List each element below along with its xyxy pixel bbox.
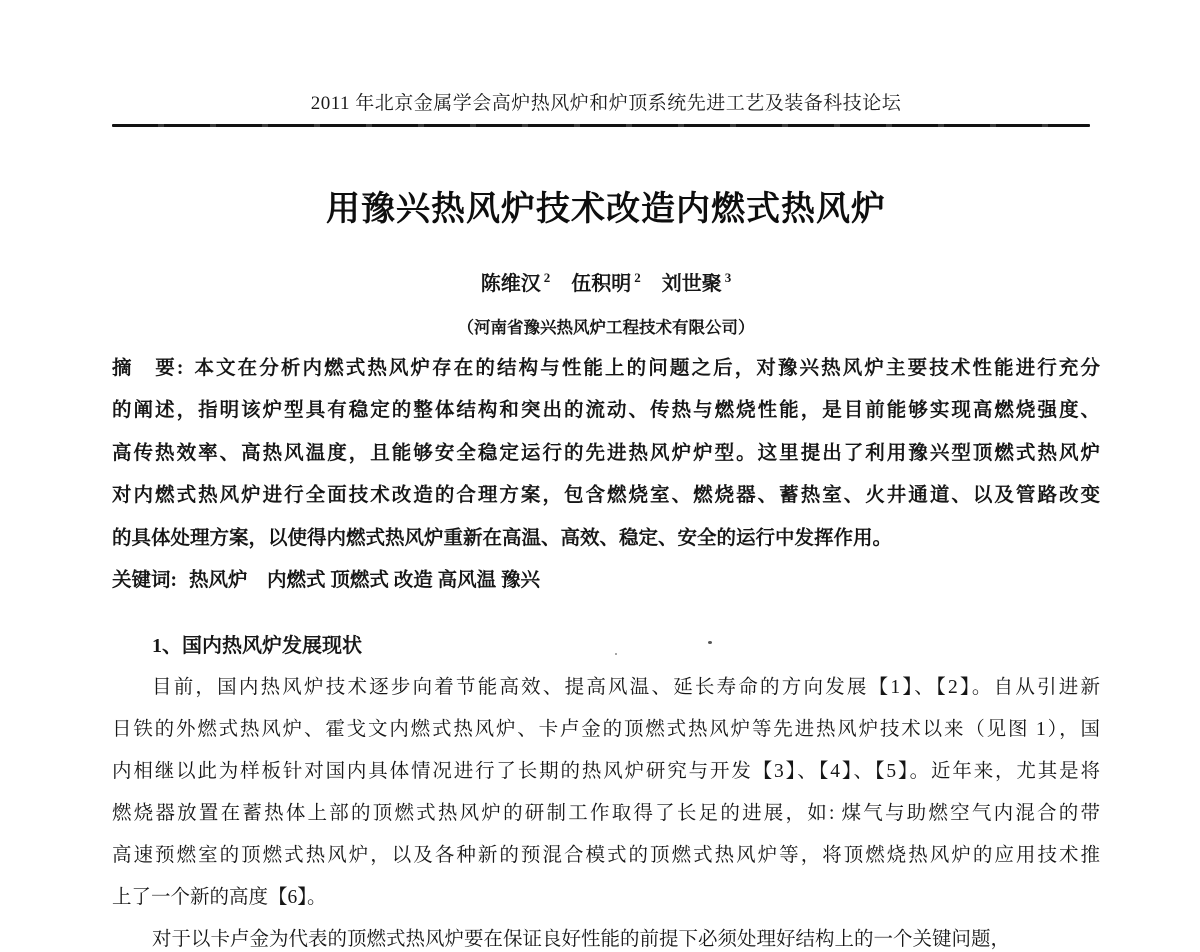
paragraph-2 — [112, 919, 1100, 952]
author-name: 刘世聚 — [661, 272, 722, 295]
paper-title: 用豫兴热风炉技术改造内燃式热风炉 — [326, 191, 886, 228]
scan-speck — [708, 641, 712, 644]
text-line: 日铁的外燃式热风炉、霍戈文内燃式热风炉、卡卢金的顶燃式热风炉等先进热风炉技术以来（见图 1），国 — [112, 718, 1100, 740]
running-head: 2011 年北京金属学会高炉热风炉和炉顶系统先进工艺及装备科技论坛 — [310, 93, 902, 114]
section-heading: 1、国内热风炉发展现状 — [152, 634, 362, 657]
abstract-line: 的阐述，指明该炉型具有稳定的整体结构和突出的流动、传热与燃烧性能，是目前能够实现高燃烧强度、 — [112, 400, 1100, 422]
abstract-line — [112, 348, 1100, 391]
text-line: 对于以卡卢金为代表的顶燃式热风炉要在保证良好性能的前提下必须处理好结构上的一个关键问题， — [152, 928, 1011, 950]
scan-speck — [615, 653, 617, 655]
keywords-label: 关键词: — [112, 570, 177, 592]
abstract-line: 对内燃式热风炉进行全面技术改造的合理方案，包含燃烧室、燃烧器、蓄热室、火井通道、以及管路改变 — [112, 485, 1100, 507]
keywords-line — [112, 560, 1100, 603]
text-line: 高速预燃室的顶燃式热风炉，以及各种新的预混合模式的顶燃式热风炉等，将顶燃烧热风炉的应用技术推 — [112, 844, 1100, 866]
page-content — [112, 0, 1100, 952]
paragraph-1 — [112, 667, 1100, 919]
author — [661, 270, 732, 295]
author-name: 伍积明 — [571, 272, 632, 295]
text-line: 目前，国内热风炉技术逐步向着节能高效、提高风温、延长寿命的方向发展【1】、【2】。自从引进新 — [152, 676, 1100, 698]
header-rule — [112, 124, 1090, 127]
author — [480, 270, 551, 295]
text-line: 燃烧器放置在蓄热体上部的顶燃式热风炉的研制工作取得了长足的进展，如: 煤气与助燃空气内混合的带 — [112, 802, 1100, 824]
author-superscript: 2 — [634, 270, 641, 285]
author-superscript: 3 — [724, 270, 732, 285]
affiliation: （河南省豫兴热风炉工程技术有限公司） — [457, 317, 755, 337]
author-name: 陈维汉 — [480, 272, 541, 295]
author — [571, 270, 641, 295]
abstract-label: 摘 要: — [112, 357, 184, 379]
text-line: 内相继以此为样板针对国内具体情况进行了长期的热风炉研究与开发【3】、【4】、【5】。近年来，尤其是将 — [112, 760, 1100, 782]
abstract-line: 高传热效率、高热风温度，且能够安全稳定运行的先进热风炉炉型。这里提出了利用豫兴型顶燃式热风炉 — [112, 442, 1100, 464]
text-line: 上了一个新的高度【6】。 — [112, 886, 327, 908]
abstract-block — [112, 348, 1100, 561]
authors-line — [112, 264, 1100, 298]
abstract-line: 的具体处理方案，以使得内燃式热风炉重新在高温、高效、稳定、安全的运行中发挥作用。 — [112, 527, 893, 549]
author-superscript: 2 — [543, 270, 551, 285]
keywords-text: 热风炉 内燃式 顶燃式 改造 高风温 豫兴 — [189, 570, 541, 592]
abstract-text: 本文在分析内燃式热风炉存在的结构与性能上的问题之后，对豫兴热风炉主要技术性能进行充分 — [192, 357, 1100, 379]
